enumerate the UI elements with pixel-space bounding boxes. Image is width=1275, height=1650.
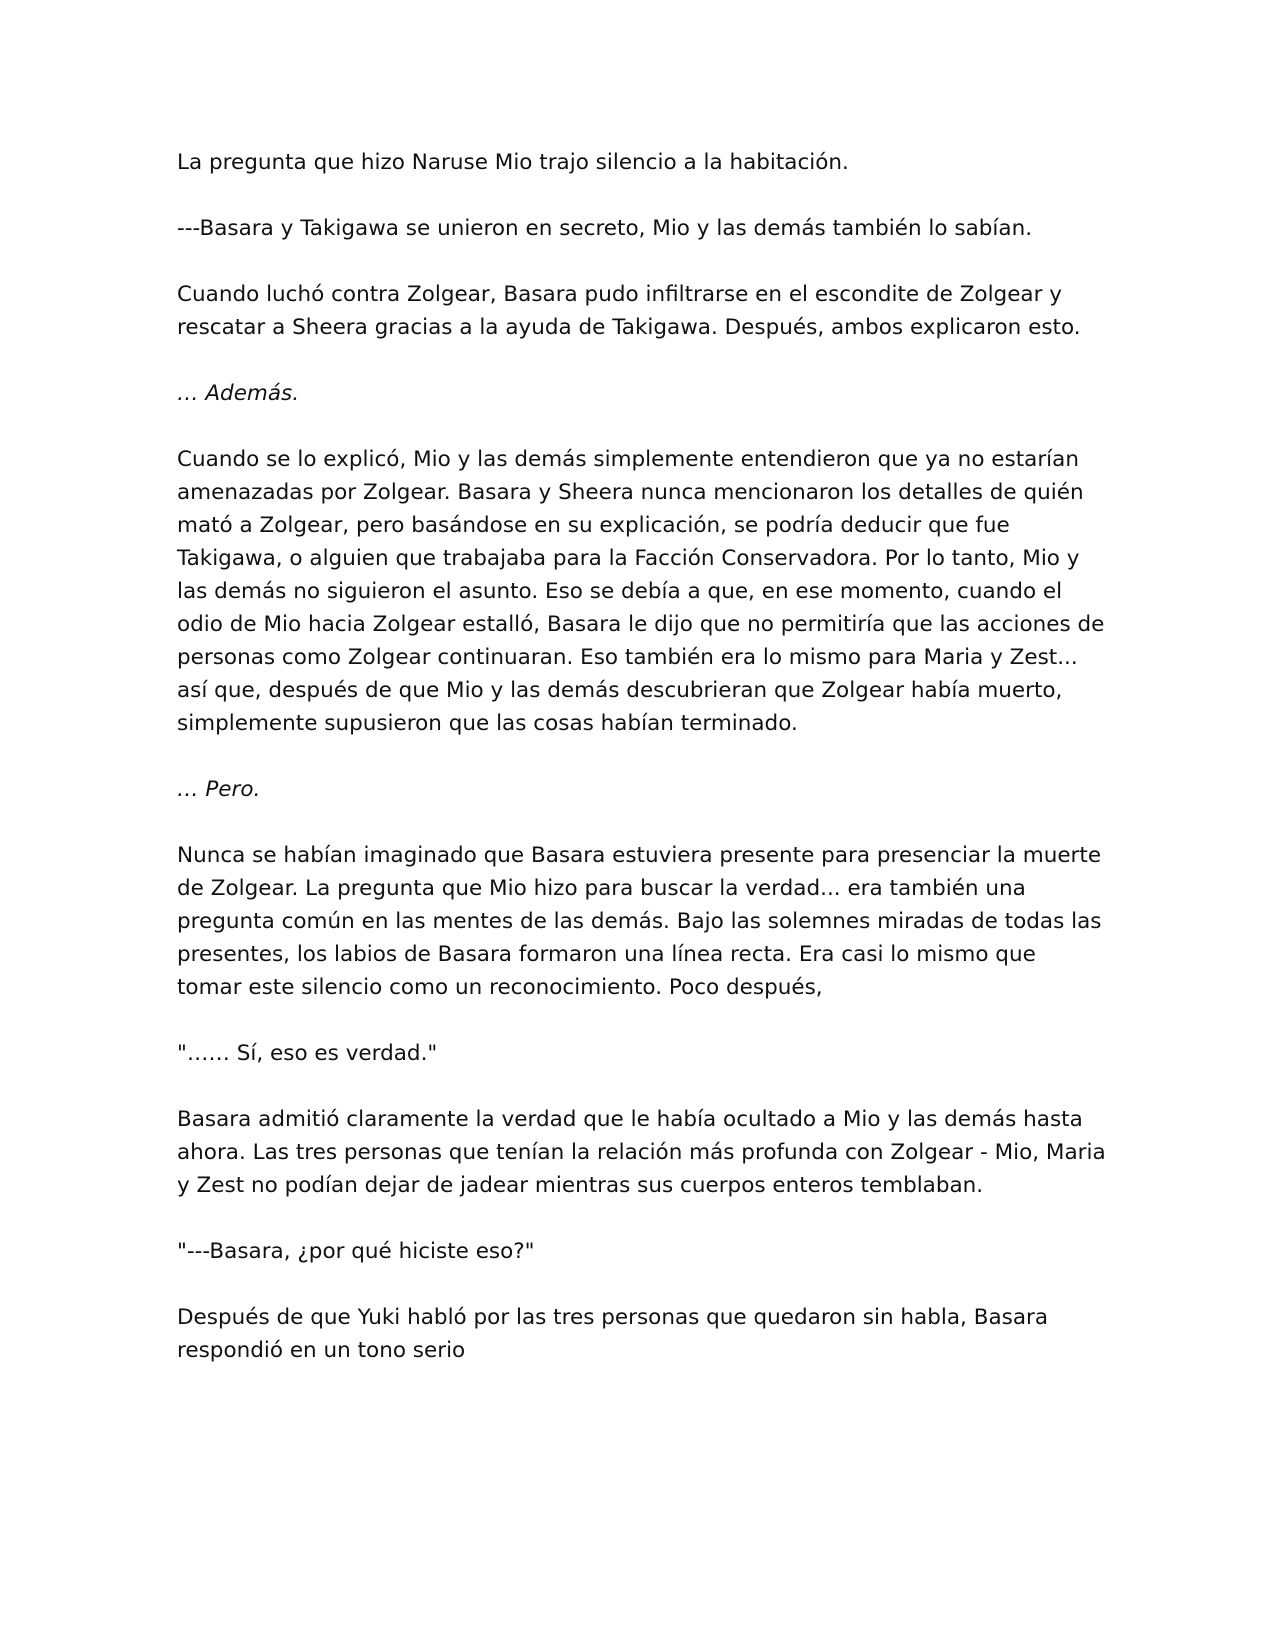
paragraph: Después de que Yuki habló por las tres personas que quedaron sin habla, Basara respondió en un tono serio	[177, 1305, 1049, 1363]
dialogue-line: "…… Sí, eso es verdad."	[177, 1041, 438, 1066]
paragraph: Cuando luchó contra Zolgear, Basara pudo infiltrarse en el escondite de Zolgear y rescatar a Sheera gracias a la ayuda de Takigawa. Después, ambos explicaron esto.	[177, 282, 1081, 340]
paragraph: Cuando se lo explicó, Mio y las demás simplemente entendieron que ya no estarían amenazadas por Zolgear. Basara y Sheera nunca mencionaron los detalles de quién mató a Zolgear, pero basándose en su explicación, se podría deducir que fue Takigawa, o alguien que trabajaba para la Facción Conservadora. Por lo tanto, Mio y las demás no siguieron el asunto. Eso se debía a que, en ese momento, cuando el odio de Mio hacia Zolgear estalló, Basara le dijo que no permitiría que las acciones de personas como Zolgear continuaran. Eso también era lo mismo para Maria y Zest... así que, después de que Mio y las demás descubrieran que Zolgear había muerto, simplemente supusieron que las cosas habían terminado.	[177, 447, 1105, 736]
paragraph: ---Basara y Takigawa se unieron en secreto, Mio y las demás también lo sabían.	[177, 216, 1033, 241]
paragraph: Basara admitió claramente la verdad que le había ocultado a Mio y las demás hasta ahora. Las tres personas que tenían la relación más profunda con Zolgear - Mio, Maria y Zest no podían dejar de jadear mientras sus cuerpos enteros temblaban.	[177, 1107, 1106, 1198]
paragraph-italic: … Pero.	[177, 777, 261, 802]
document-body	[177, 146, 1107, 1400]
dialogue-line: "---Basara, ¿por qué hiciste eso?"	[177, 1239, 535, 1264]
paragraph: Nunca se habían imaginado que Basara estuviera presente para presenciar la muerte de Zolgear. La pregunta que Mio hizo para buscar la verdad... era también una pregunta común en las mentes de las demás. Bajo las solemnes miradas de todas las presentes, los labios de Basara formaron una línea recta. Era casi lo mismo que tomar este silencio como un reconocimiento. Poco después,	[177, 843, 1102, 1000]
paragraph-italic: … Además.	[177, 381, 300, 406]
paragraph: La pregunta que hizo Naruse Mio trajo silencio a la habitación.	[177, 150, 849, 175]
